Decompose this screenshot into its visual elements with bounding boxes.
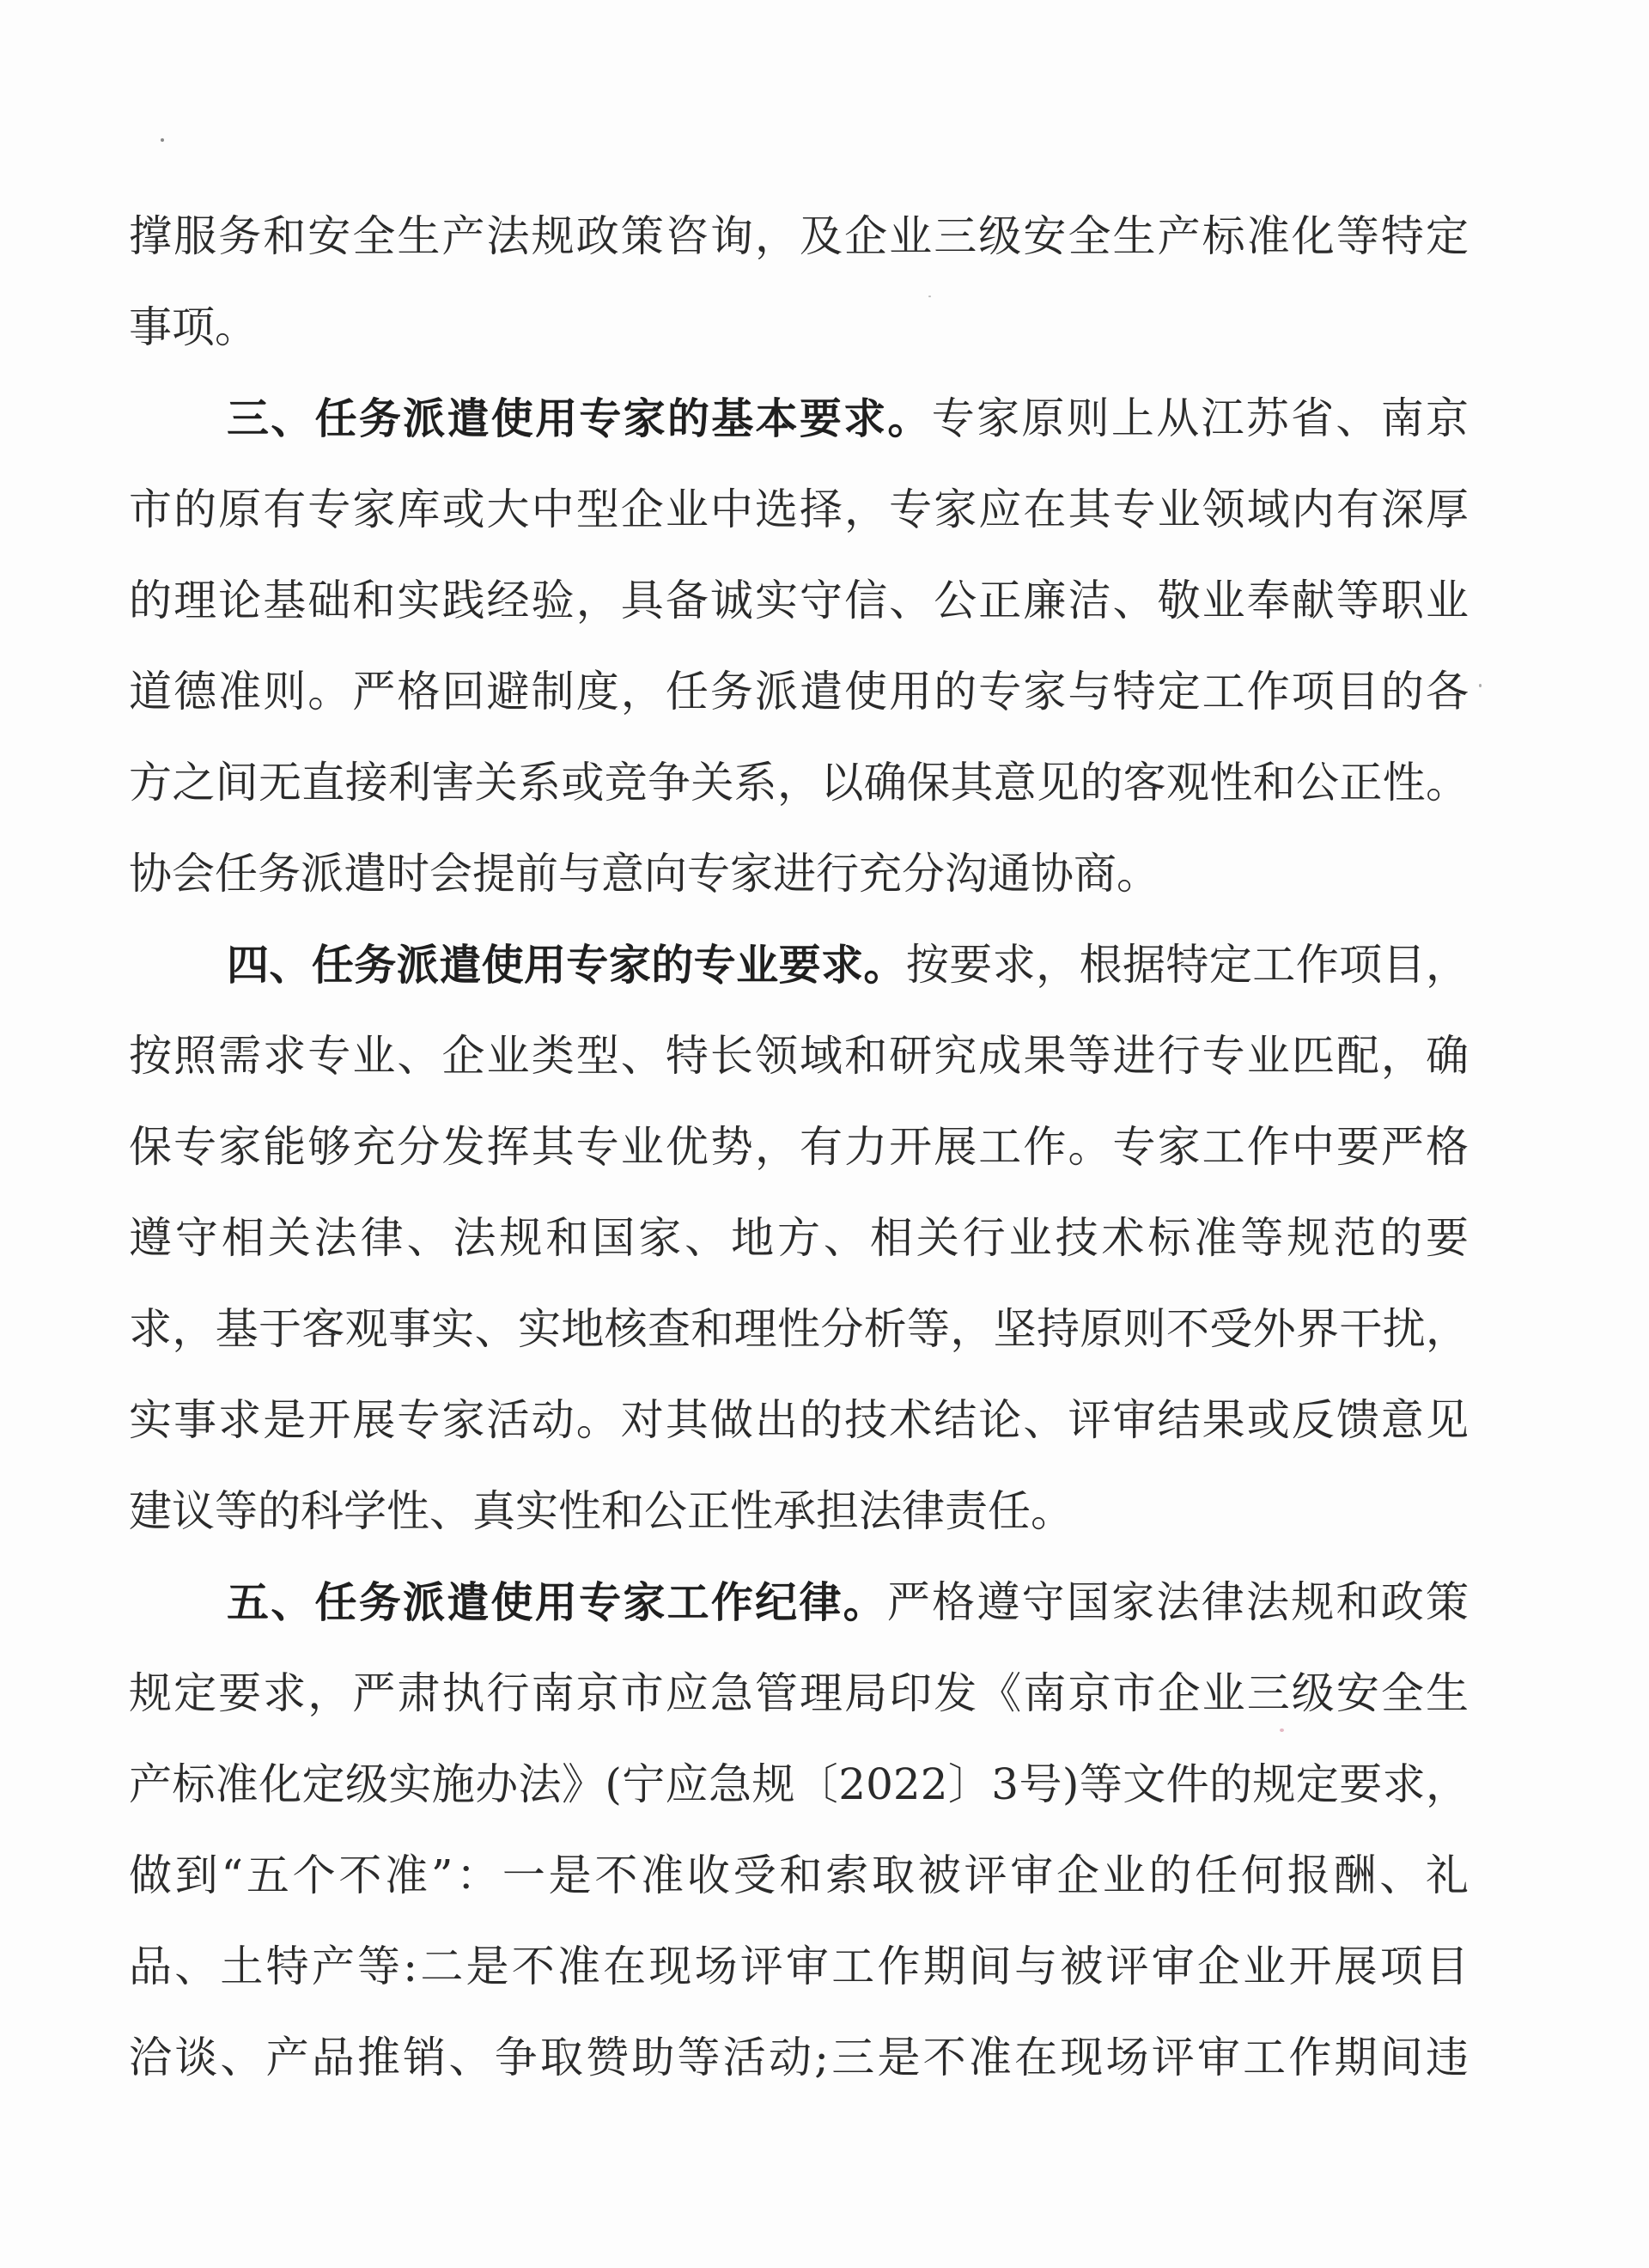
paragraph-line: 洽谈、产品推销、争取赞助等活动;三是不准在现场评审工作期间违 [129, 2033, 1469, 2082]
section-3-first-line [129, 373, 1469, 464]
section-3-first-line-text: 专家原则上从江苏省、南京 [931, 393, 1469, 443]
paragraph-line: 撑服务和安全生产法规政策咨询，及企业三级安全生产标准化等特定 [129, 211, 1469, 261]
paragraph-line: 品、土特产等:二是不准在现场评审工作期间与被评审企业开展项目 [129, 1942, 1469, 1991]
paragraph-line: 实事求是开展专家活动。对其做出的技术结论、评审结果或反馈意见 [129, 1395, 1469, 1445]
paragraph-line: 协会任务派遣时会提前与意向专家进行充分沟通协商。 [129, 849, 1159, 899]
document-body [129, 191, 1469, 2103]
paragraph-line: 建议等的科学性、真实性和公正性承担法律责任。 [129, 1486, 1074, 1536]
paragraph-line: 做到“五个不准”：一是不准收受和索取被评审企业的任何报酬、礼 [129, 1850, 1469, 1900]
paragraph-line: 事项。 [129, 302, 258, 352]
paragraph-line: 求，基于客观事实、实地核查和理性分析等，坚持原则不受外界干扰， [129, 1304, 1469, 1354]
section-4-first-line [129, 919, 1469, 1010]
paragraph-line: 遵守相关法律、法规和国家、地方、相关行业技术标准等规范的要 [129, 1213, 1469, 1263]
section-5-heading: 五、任务派遣使用专家工作纪律。 [227, 1578, 887, 1627]
paragraph-line: 的理论基础和实践经验，具备诚实守信、公正廉洁、敬业奉献等职业 [129, 576, 1469, 625]
scan-speck [1479, 684, 1482, 687]
paragraph-line: 保专家能够充分发挥其专业优势，有力开展工作。专家工作中要严格 [129, 1122, 1469, 1172]
paragraph-line: 按照需求专业、企业类型、特长领域和研究成果等进行专业匹配，确 [129, 1031, 1469, 1081]
paragraph-line: 产标准化定级实施办法》(宁应急规〔2022〕3号)等文件的规定要求， [129, 1759, 1469, 1809]
paragraph-line: 规定要求，严肃执行南京市应急管理局印发《南京市企业三级安全生 [129, 1668, 1469, 1718]
scan-speck [161, 138, 164, 142]
section-3-heading: 三、任务派遣使用专家的基本要求。 [227, 394, 932, 443]
section-4-first-line-text: 按要求，根据特定工作项目， [905, 940, 1469, 990]
paragraph-line: 方之间无直接利害关系或竞争关系，以确保其意见的客观性和公正性。 [129, 758, 1469, 808]
paragraph-line: 道德准则。严格回避制度，任务派遣使用的专家与特定工作项目的各 [129, 667, 1469, 716]
paragraph-line: 市的原有专家库或大中型企业中选择，专家应在其专业领域内有深厚 [129, 485, 1469, 534]
section-5-first-line [129, 1557, 1469, 1648]
section-5-first-line-text: 严格遵守国家法律法规和政策 [886, 1577, 1469, 1627]
section-4-heading: 四、任务派遣使用专家的专业要求。 [227, 941, 906, 990]
